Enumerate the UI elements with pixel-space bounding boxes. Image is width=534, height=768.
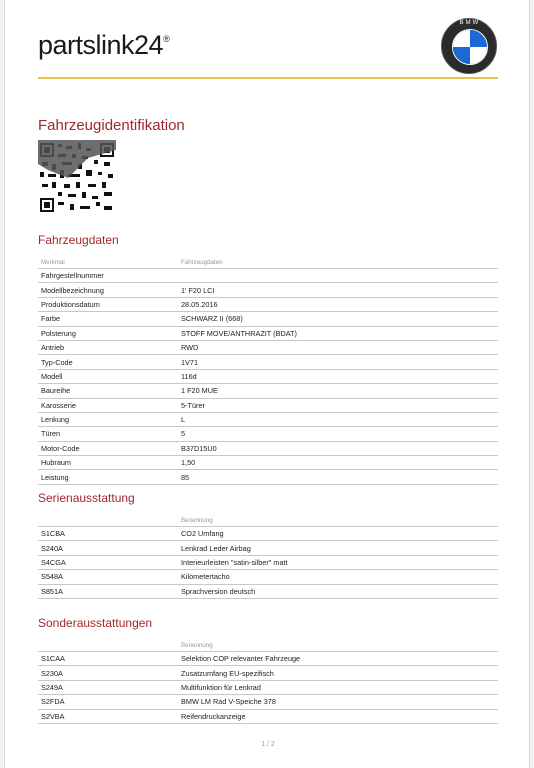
- brand-registered-mark: ®: [163, 34, 170, 44]
- column-header-value: Fahrzeugdaten: [178, 257, 498, 269]
- row-value: 116d: [178, 369, 498, 383]
- serial-equipment-heading: Serienausstattung: [38, 491, 135, 505]
- row-value: Selektion COP relevanter Fahrzeuge: [178, 652, 498, 666]
- table-row: [38, 326, 498, 340]
- table-row: [38, 570, 498, 584]
- bmw-logo-icon: [441, 18, 497, 74]
- special-equipment-heading: Sonderausstattungen: [38, 616, 153, 630]
- row-key: Typ-Code: [38, 355, 178, 369]
- row-key: Leistung: [38, 470, 178, 484]
- table-row: [38, 527, 498, 541]
- table-row: [38, 695, 498, 709]
- row-key: Fahrgestellnummer: [38, 269, 178, 283]
- table-row: [38, 555, 498, 569]
- row-value: 1,50: [178, 456, 498, 470]
- table-row: [38, 680, 498, 694]
- table-row: [38, 312, 498, 326]
- row-key: S249A: [38, 680, 178, 694]
- table-row: [38, 666, 498, 680]
- row-value: Lenkrad Leder Airbag: [178, 541, 498, 555]
- page-number: 1 / 2: [261, 741, 275, 748]
- row-key: S2VBA: [38, 709, 178, 723]
- row-value: Reifendruckanzeige: [178, 709, 498, 723]
- row-value: 1 F20 MUE: [178, 384, 498, 398]
- row-key: Lenkung: [38, 412, 178, 426]
- row-value: Sprachversion deutsch: [178, 584, 498, 598]
- table-row: [38, 283, 498, 297]
- table-row: [38, 584, 498, 598]
- row-key: Karosserie: [38, 398, 178, 412]
- row-key: Türen: [38, 427, 178, 441]
- row-key: Modellbezeichnung: [38, 283, 178, 297]
- row-key: S1CAA: [38, 652, 178, 666]
- row-key: S2FDA: [38, 695, 178, 709]
- table-row: [38, 652, 498, 666]
- row-value: L: [178, 412, 498, 426]
- row-value: 5-Türer: [178, 398, 498, 412]
- row-value: CO2 Umfang: [178, 527, 498, 541]
- row-value: Interieurleisten "satin-silber" matt: [178, 555, 498, 569]
- table-row: [38, 297, 498, 311]
- column-header-value: Benennung: [178, 515, 498, 527]
- table-row: [38, 398, 498, 412]
- row-key: S1CBA: [38, 527, 178, 541]
- table-row: [38, 456, 498, 470]
- table-row: [38, 427, 498, 441]
- row-key: Modell: [38, 369, 178, 383]
- page-title: Fahrzeugidentifikation: [38, 117, 185, 134]
- row-value: B37D15U0: [178, 441, 498, 455]
- row-value: 5: [178, 427, 498, 441]
- table-row: [38, 384, 498, 398]
- row-value: STOFF MOVE/ANTHRAZIT (BDAT): [178, 326, 498, 340]
- row-key: Hubraum: [38, 456, 178, 470]
- header-divider: [38, 77, 498, 79]
- table-row: [38, 412, 498, 426]
- row-value: Multifunktion für Lenkrad: [178, 680, 498, 694]
- row-key: Antrieb: [38, 340, 178, 354]
- row-value: Kilometertacho: [178, 570, 498, 584]
- row-key: S548A: [38, 570, 178, 584]
- row-key: S230A: [38, 666, 178, 680]
- row-value: 28.05.2016: [178, 297, 498, 311]
- table-row: [38, 470, 498, 484]
- row-key: S240A: [38, 541, 178, 555]
- row-key: Farbe: [38, 312, 178, 326]
- table-header-row: [38, 257, 498, 269]
- row-value: BMW LM Rad V-Speiche 378: [178, 695, 498, 709]
- partslink24-logo: [38, 30, 169, 61]
- column-header-key: [38, 515, 178, 527]
- bmw-logo-text: BMW: [459, 20, 481, 26]
- table-row: [38, 340, 498, 354]
- qr-code-image: [38, 140, 116, 215]
- row-key: Baureihe: [38, 384, 178, 398]
- table-row: [38, 709, 498, 723]
- table-row: [38, 355, 498, 369]
- table-row: [38, 269, 498, 283]
- row-value: [178, 269, 498, 283]
- row-key: S4CGA: [38, 555, 178, 569]
- row-value: RWD: [178, 340, 498, 354]
- row-key: S851A: [38, 584, 178, 598]
- brand-name: partslink24: [38, 30, 164, 60]
- vehicle-data-table: [38, 257, 498, 485]
- row-value: 85: [178, 470, 498, 484]
- table-header-row: [38, 640, 498, 652]
- special-equipment-table: [38, 640, 498, 724]
- table-header-row: [38, 515, 498, 527]
- serial-equipment-table: [38, 515, 498, 599]
- column-header-value: Benennung: [178, 640, 498, 652]
- column-header-key: Merkmal: [38, 257, 178, 269]
- row-key: Motor-Code: [38, 441, 178, 455]
- row-value: Zusatzumfang EU-spezifisch: [178, 666, 498, 680]
- row-value: SCHWARZ II (668): [178, 312, 498, 326]
- table-row: [38, 541, 498, 555]
- row-value: 1' F20 LCI: [178, 283, 498, 297]
- table-row: [38, 441, 498, 455]
- row-key: Polsterung: [38, 326, 178, 340]
- column-header-key: [38, 640, 178, 652]
- row-value: 1V71: [178, 355, 498, 369]
- table-row: [38, 369, 498, 383]
- row-key: Produktionsdatum: [38, 297, 178, 311]
- vehicle-data-heading: Fahrzeugdaten: [38, 233, 119, 247]
- document-page: [4, 0, 530, 768]
